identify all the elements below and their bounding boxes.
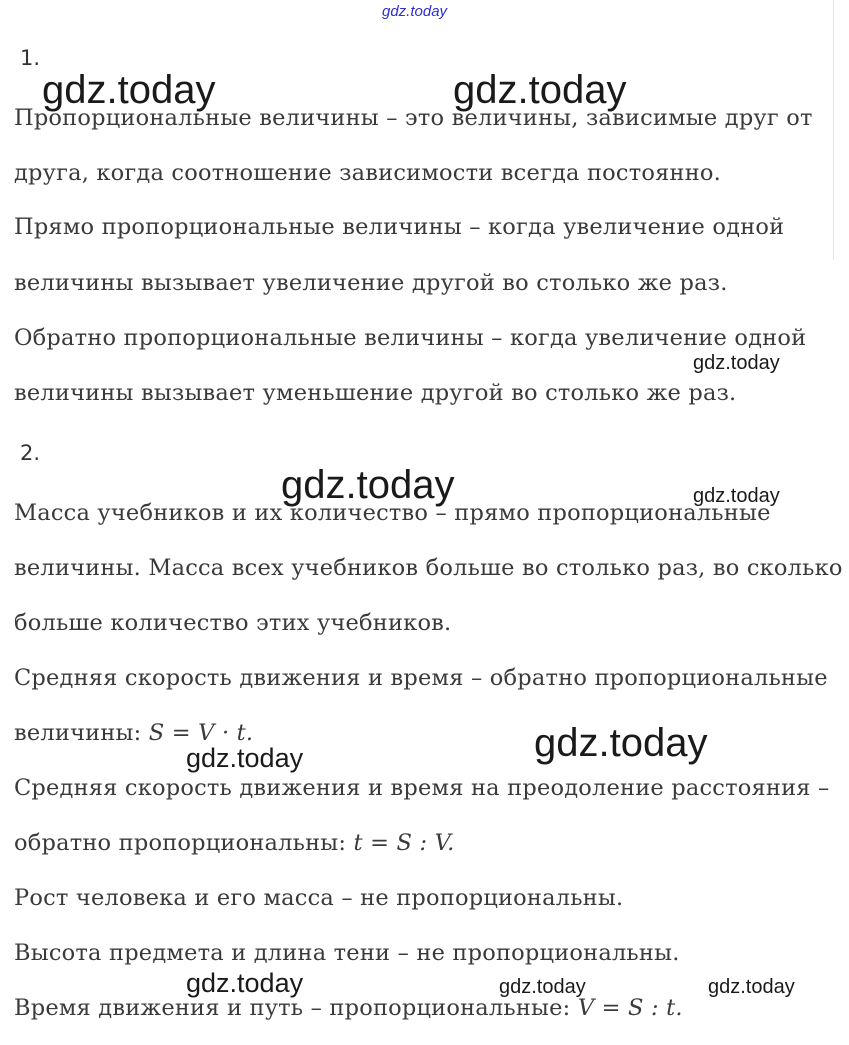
text-line: Средняя скорость движения и время – обратно пропорциональные xyxy=(14,665,828,691)
text-line: больше количество этих учебников. xyxy=(14,610,452,636)
text-line: Рост человека и его масса – не пропорциональны. xyxy=(14,885,624,911)
watermark: gdz.today xyxy=(693,485,780,507)
formula: S = V · t. xyxy=(148,720,254,746)
watermark: gdz.today xyxy=(186,968,304,998)
text-line: Прямо пропорциональные величины – когда увеличение одной xyxy=(14,214,785,240)
text-line xyxy=(14,720,253,746)
formula: t = S : V. xyxy=(353,830,455,856)
section-number-1: 1. xyxy=(20,46,41,70)
watermark: gdz.today xyxy=(499,976,586,998)
watermark: gdz.today xyxy=(281,463,455,507)
watermark: gdz.today xyxy=(42,68,216,112)
text-line: Пропорциональные величины – это величины, зависимые друг от xyxy=(14,105,813,131)
page-edge-divider xyxy=(833,0,834,260)
text-line xyxy=(14,995,683,1021)
formula: V = S : t. xyxy=(577,995,683,1021)
text-line: Средняя скорость движения и время на преодоление расстояния – xyxy=(14,775,830,801)
text-line xyxy=(14,830,455,856)
text-line: величины. Масса всех учебников больше во столько раз, во сколько xyxy=(14,555,843,581)
text-line: Высота предмета и длина тени – не пропорциональны. xyxy=(14,940,680,966)
text-line: Масса учебников и их количество – прямо пропорциональные xyxy=(14,500,771,526)
section-number-2: 2. xyxy=(20,441,41,465)
watermark: gdz.today xyxy=(453,68,627,112)
watermark: gdz.today xyxy=(708,976,795,998)
watermark: gdz.today xyxy=(693,352,780,374)
text-line-part: Время движения и путь – пропорциональные: xyxy=(14,995,578,1021)
text-line-part: величины: xyxy=(14,720,149,746)
text-line: величины вызывает увеличение другой во столько же раз. xyxy=(14,270,728,296)
watermark: gdz.today xyxy=(186,743,304,773)
watermark: gdz.today xyxy=(534,721,708,765)
text-line: величины вызывает уменьшение другой во столько же раз. xyxy=(14,380,737,406)
text-line: друга, когда соотношение зависимости всегда постоянно. xyxy=(14,160,722,186)
text-line: Обратно пропорциональные величины – когда увеличение одной xyxy=(14,325,807,351)
watermark-top[interactable]: gdz.today xyxy=(382,3,448,20)
text-line-part: обратно пропорциональны: xyxy=(14,830,354,856)
